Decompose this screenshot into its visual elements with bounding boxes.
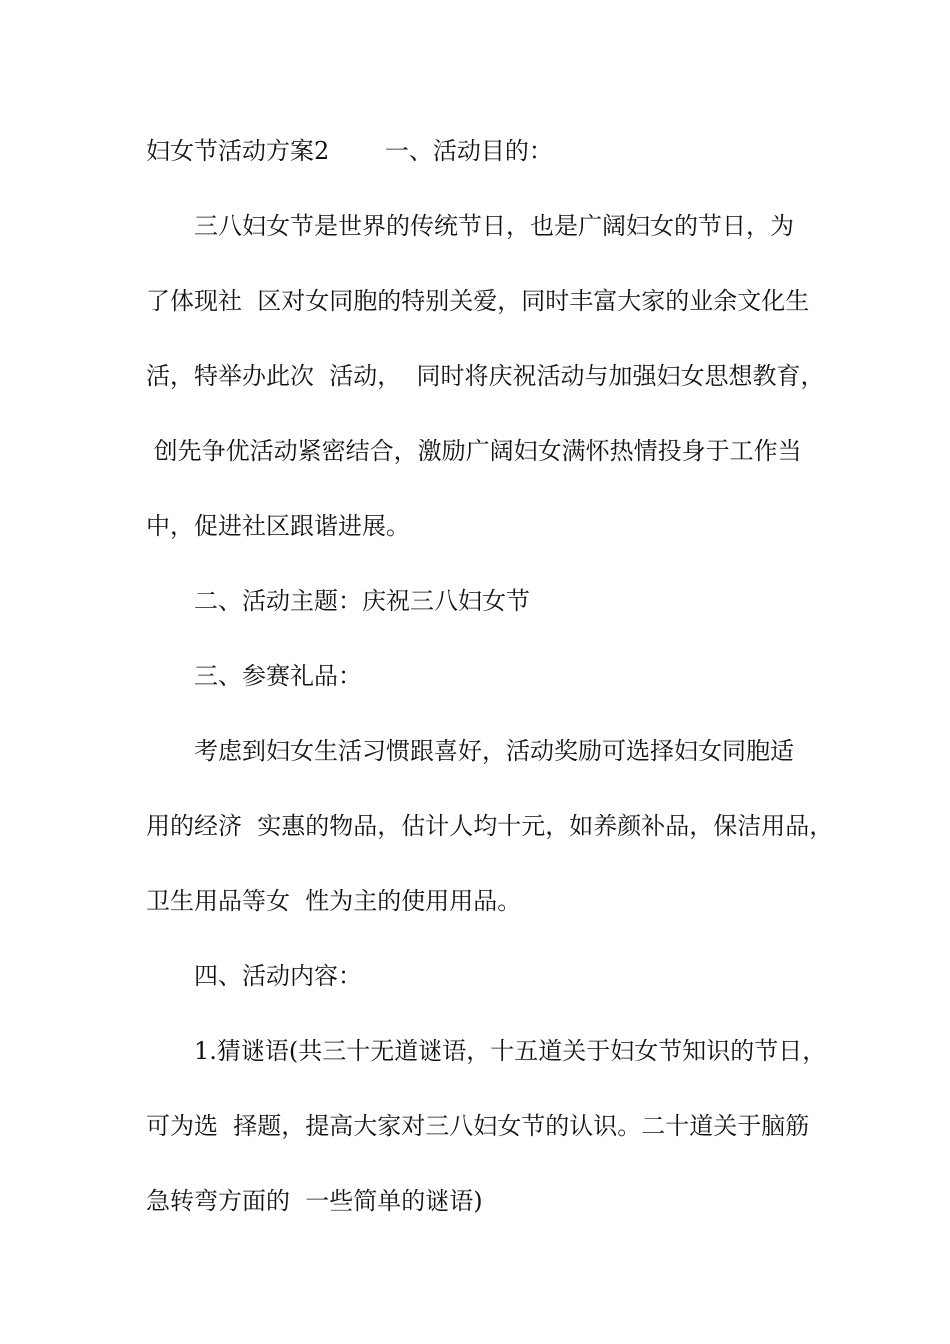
title-text: 妇女节活动方案2 一、活动目的： [146, 137, 553, 165]
paragraph-line [146, 511, 950, 541]
paragraph-text: 卫生用品等女 性为主的使用用品。 [146, 887, 522, 915]
paragraph-text: 用的经济 实惠的物品，估计人均十元，如养颜补品，保洁用品， [146, 812, 834, 840]
paragraph-text: 三八妇女节是世界的传统节日，也是广阔妇女的节日，为 [194, 212, 794, 240]
paragraph-text: 创先争优活动紧密结合，激励广阔妇女满怀热情投身于工作当 [146, 437, 802, 465]
section-heading [194, 961, 950, 991]
paragraph-line [146, 886, 950, 916]
document-title-line [146, 136, 950, 166]
heading-text: 四、活动内容： [194, 962, 362, 990]
paragraph-text: 了体现社 区对女同胞的特别关爱，同时丰富大家的业余文化生 [146, 287, 810, 315]
paragraph-line [146, 1186, 950, 1216]
paragraph-line [146, 1111, 950, 1141]
paragraph-text: 活，特举办此次 活动， 同时将庆祝活动与加强妇女思想教育， [146, 362, 825, 390]
paragraph-text: 急转弯方面的 一些简单的谜语) [146, 1187, 483, 1215]
heading-text: 二、活动主题：庆祝三八妇女节 [194, 587, 530, 615]
paragraph-line [194, 211, 950, 241]
paragraph-line [146, 286, 950, 316]
paragraph-text: 1.猜谜语(共三十无道谜语，十五道关于妇女节知识的节日， [194, 1037, 827, 1065]
paragraph-text: 中，促进社区跟谐进展。 [146, 512, 410, 540]
paragraph-text: 考虑到妇女生活习惯跟喜好，活动奖励可选择妇女同胞适 [194, 737, 794, 765]
paragraph-line [146, 436, 950, 466]
paragraph-line [194, 1036, 950, 1066]
heading-text: 三、参赛礼品： [194, 662, 362, 690]
paragraph-line [146, 811, 950, 841]
paragraph-line [146, 361, 950, 391]
section-heading [194, 586, 950, 616]
section-heading [194, 661, 950, 691]
paragraph-line [194, 736, 950, 766]
paragraph-text: 可为选 择题，提高大家对三八妇女节的认识。二十道关于脑筋 [146, 1112, 810, 1140]
